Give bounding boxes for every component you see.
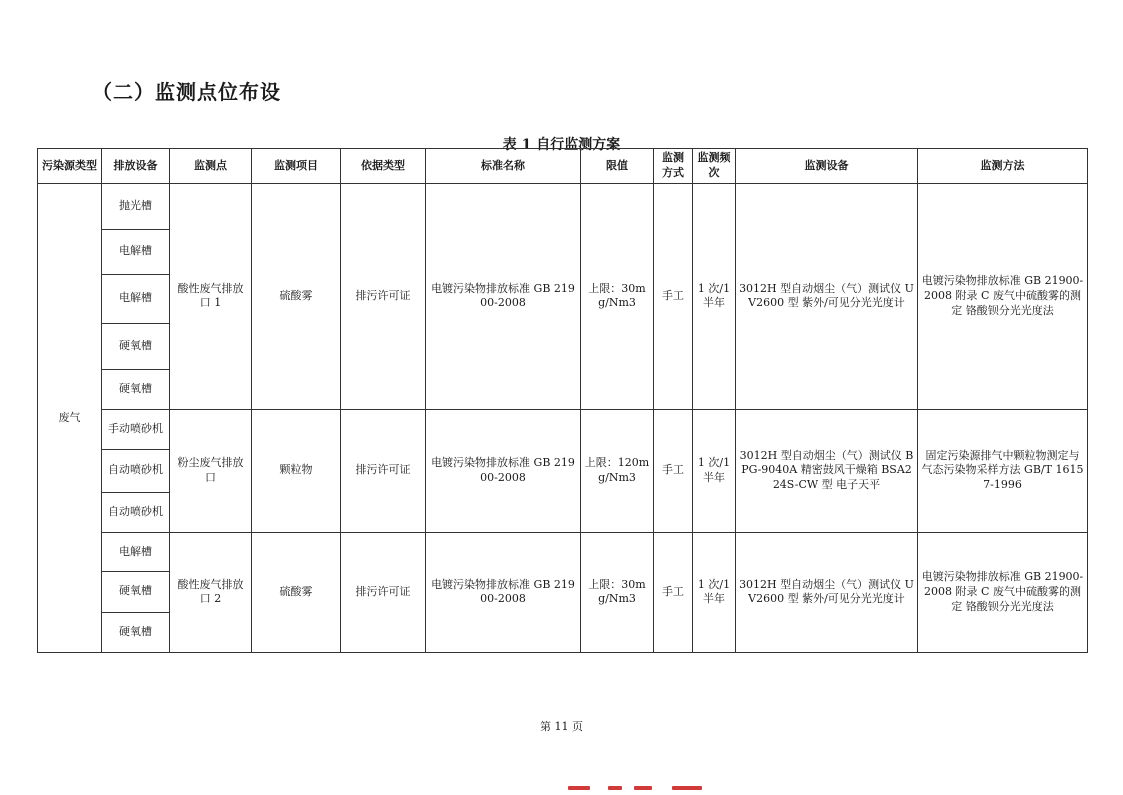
header-cell: 依据类型 — [341, 149, 426, 184]
monitoring-mode-cell: 手工 — [654, 184, 693, 410]
monitoring-item-cell: 硫酸雾 — [252, 532, 341, 652]
frequency-cell: 1 次/1 半年 — [693, 409, 736, 532]
table-row — [38, 532, 1088, 571]
basis-type-cell: 排污许可证 — [341, 184, 426, 410]
monitoring-mode-cell: 手工 — [654, 532, 693, 652]
header-cell: 监测设备 — [736, 149, 918, 184]
device-cell: 3012H 型自动烟尘（气）测试仪 BPG-9040A 精密鼓风干燥箱 BSA224S-CW 型 电子天平 — [736, 409, 918, 532]
standard-name-cell: 电镀污染物排放标准 GB 21900-2008 — [426, 184, 581, 410]
header-cell: 监测频次 — [693, 149, 736, 184]
section-heading: （二）监测点位布设 — [92, 80, 281, 104]
table-header-row — [38, 149, 1088, 184]
frequency-cell: 1 次/1 半年 — [693, 532, 736, 652]
method-cell: 电镀污染物排放标准 GB 21900-2008 附录 C 废气中硫酸雾的测定 铬酸钡分光光度法 — [918, 184, 1088, 410]
monitoring-mode-cell: 手工 — [654, 409, 693, 532]
header-cell: 监测项目 — [252, 149, 341, 184]
header-cell: 限值 — [581, 149, 654, 184]
limit-cell: 上限：30mg/Nm3 — [581, 184, 654, 410]
header-cell: 标准名称 — [426, 149, 581, 184]
device-cell: 3012H 型自动烟尘（气）测试仪 UV2600 型 紫外/可见分光光度计 — [736, 532, 918, 652]
monitoring-plan-table — [37, 148, 1088, 653]
equipment-cell: 硬氧槽 — [102, 612, 170, 652]
equipment-cell: 手动喷砂机 — [102, 409, 170, 449]
basis-type-cell: 排污许可证 — [341, 532, 426, 652]
header-cell: 监测方式 — [654, 149, 693, 184]
standard-name-cell: 电镀污染物排放标准 GB 21900-2008 — [426, 532, 581, 652]
monitoring-item-cell: 颗粒物 — [252, 409, 341, 532]
table-caption: 表 1 自行监测方案 — [502, 137, 621, 153]
frequency-cell: 1 次/1 半年 — [693, 184, 736, 410]
header-cell: 监测点 — [170, 149, 252, 184]
method-cell: 固定污染源排气中颗粒物测定与气态污染物采样方法 GB/T 16157-1996 — [918, 409, 1088, 532]
source-type-cell: 废气 — [38, 184, 102, 653]
monitoring-item-cell: 硫酸雾 — [252, 184, 341, 410]
equipment-cell: 硬氧槽 — [102, 323, 170, 370]
red-stamp-fragment — [560, 782, 760, 795]
equipment-cell: 自动喷砂机 — [102, 450, 170, 493]
device-cell: 3012H 型自动烟尘（气）测试仪 UV2600 型 紫外/可见分光光度计 — [736, 184, 918, 410]
table-row — [38, 184, 1088, 230]
equipment-cell: 抛光槽 — [102, 184, 170, 230]
table-row — [38, 409, 1088, 449]
monitoring-point-cell: 酸性废气排放口 2 — [170, 532, 252, 652]
basis-type-cell: 排污许可证 — [341, 409, 426, 532]
monitoring-point-cell: 粉尘废气排放口 — [170, 409, 252, 532]
header-cell: 排放设备 — [102, 149, 170, 184]
limit-cell: 上限：30mg/Nm3 — [581, 532, 654, 652]
equipment-cell: 电解槽 — [102, 229, 170, 274]
header-cell: 污染源类型 — [38, 149, 102, 184]
standard-name-cell: 电镀污染物排放标准 GB 21900-2008 — [426, 409, 581, 532]
limit-cell: 上限：120mg/Nm3 — [581, 409, 654, 532]
page-number: 第 11 页 — [540, 720, 583, 733]
equipment-cell: 自动喷砂机 — [102, 492, 170, 532]
equipment-cell: 电解槽 — [102, 532, 170, 571]
monitoring-point-cell: 酸性废气排放口 1 — [170, 184, 252, 410]
equipment-cell: 硬氧槽 — [102, 370, 170, 409]
equipment-cell: 电解槽 — [102, 274, 170, 323]
header-cell: 监测方法 — [918, 149, 1088, 184]
equipment-cell: 硬氧槽 — [102, 572, 170, 612]
method-cell: 电镀污染物排放标准 GB 21900-2008 附录 C 废气中硫酸雾的测定 铬酸钡分光光度法 — [918, 532, 1088, 652]
